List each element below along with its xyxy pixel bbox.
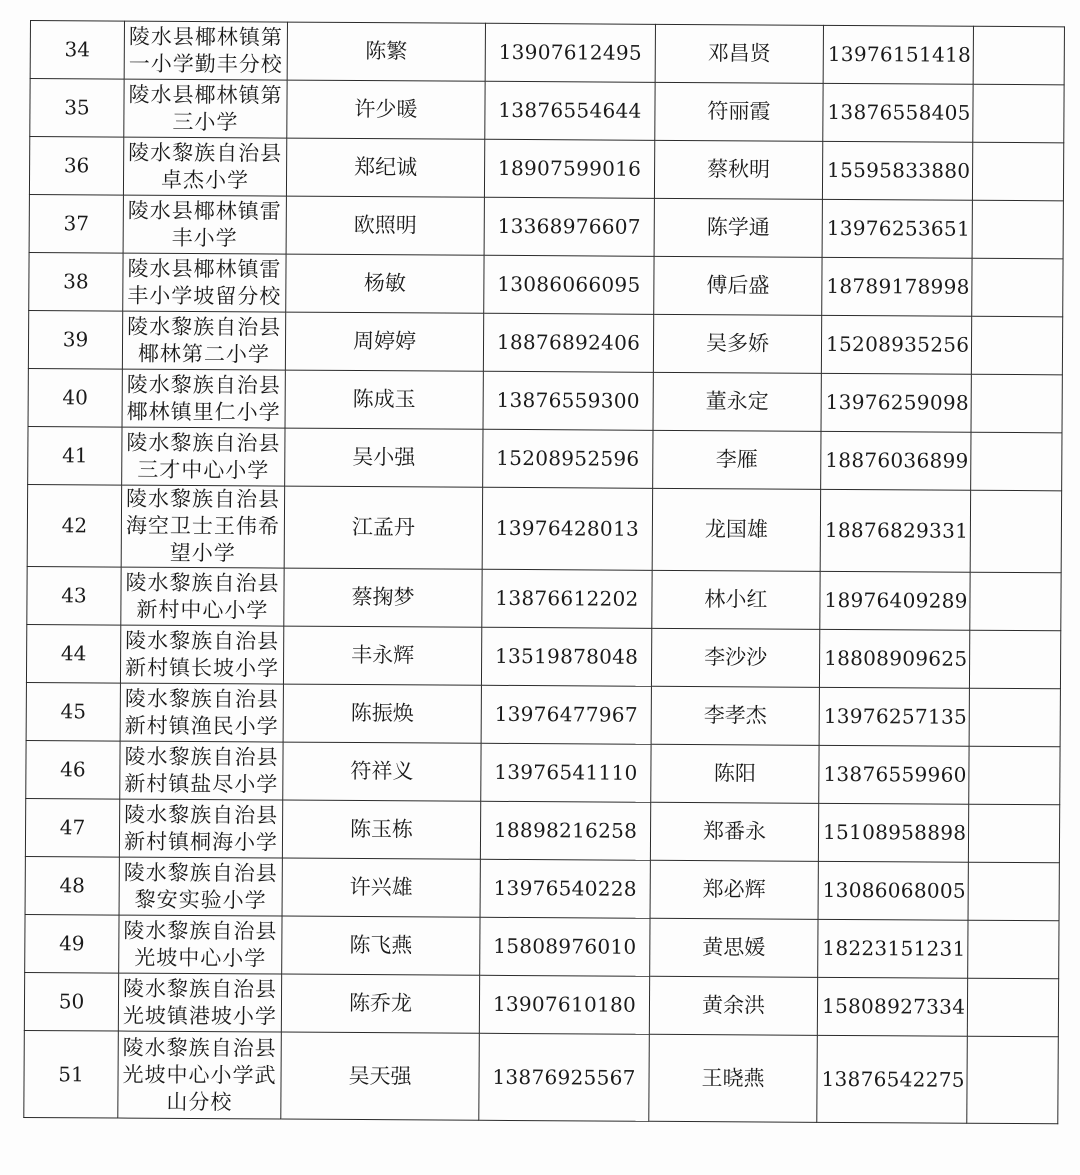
school-name-line: 陵水县椰林镇雷 (127, 198, 282, 224)
remark-cell (973, 26, 1064, 85)
contact-1-phone-cell: 13519878048 (481, 627, 651, 686)
school-name-line: 丰小学坡留分校 (127, 283, 282, 309)
contact-1-phone-cell: 13876559300 (483, 371, 653, 430)
school-name-line: 椰林第二小学 (137, 341, 271, 366)
school-name-line: 光坡中心小学 (134, 945, 267, 970)
table-row (28, 426, 1062, 490)
row-number-cell: 46 (26, 740, 120, 799)
table-row (30, 21, 1064, 85)
school-name-line: 光坡中心小学武 (122, 1062, 277, 1088)
row-number-cell: 43 (27, 566, 121, 625)
remark-cell (969, 630, 1060, 689)
school-name-cell (119, 857, 282, 916)
remark-cell (972, 258, 1063, 317)
contact-2-name-cell: 陈阳 (651, 744, 819, 803)
contact-1-name-cell: 杨敏 (286, 254, 484, 313)
school-name-line: 陵水黎族自治县 (123, 918, 278, 944)
school-name-cell (121, 567, 284, 626)
remark-cell (973, 84, 1064, 143)
school-name-line: 陵水县椰林镇雷 (127, 256, 282, 282)
table-row (26, 682, 1060, 746)
school-name-line: 陵水黎族自治县 (124, 686, 279, 712)
school-name-line: 新村镇渔民小学 (124, 713, 279, 739)
remark-cell (968, 862, 1059, 921)
table-row (28, 368, 1062, 432)
contact-2-name-cell: 陈学通 (654, 198, 822, 257)
school-name-cell (124, 21, 287, 80)
school-name-line: 新村镇桐海小学 (123, 829, 279, 855)
contact-1-phone-cell: 18876892406 (483, 313, 653, 372)
contact-1-phone-cell: 13876612202 (482, 569, 652, 628)
school-name-line: 椰林镇里仁小学 (126, 399, 281, 425)
contact-2-phone-cell: 13976259098 (821, 373, 971, 432)
school-name-line: 陵水黎族自治县 (126, 372, 281, 398)
remark-cell (967, 1036, 1059, 1124)
school-name-line: 陵水县椰林镇第 (128, 82, 283, 108)
contact-1-name-cell: 陈成玉 (285, 370, 483, 429)
school-name-line: 卓杰小学 (160, 167, 250, 192)
contact-1-phone-cell: 13907612495 (485, 23, 655, 82)
contact-1-phone-cell: 15208952596 (483, 429, 653, 488)
remark-cell (969, 746, 1060, 805)
contact-1-name-cell: 丰永辉 (283, 626, 481, 685)
remark-cell (972, 142, 1063, 201)
table-row (25, 798, 1059, 862)
contact-1-name-cell: 吴小强 (285, 428, 483, 487)
row-number-cell: 35 (30, 79, 124, 138)
row-number-cell: 51 (24, 1030, 119, 1118)
table-row (24, 972, 1058, 1036)
row-number-cell: 41 (28, 426, 122, 485)
school-name-line: 陵水黎族自治县 (125, 628, 280, 654)
contact-2-name-cell: 黄余洪 (649, 976, 817, 1035)
contact-1-name-cell: 蔡掬梦 (284, 568, 482, 627)
row-number-cell: 39 (28, 310, 122, 369)
contact-2-name-cell: 李沙沙 (651, 628, 819, 687)
contact-2-phone-cell: 18876829331 (820, 489, 970, 572)
remark-cell (971, 432, 1062, 491)
remark-cell (968, 804, 1059, 863)
row-number-cell: 38 (29, 252, 123, 311)
contact-2-phone-cell: 15108958898 (818, 803, 968, 862)
contact-1-phone-cell: 13976477967 (481, 685, 651, 744)
school-name-cell (118, 1031, 282, 1119)
contact-2-name-cell: 林小红 (652, 570, 820, 629)
contact-2-name-cell: 龙国雄 (652, 488, 820, 571)
remark-cell (969, 688, 1060, 747)
contact-2-phone-cell: 13876558405 (823, 83, 973, 142)
contact-1-name-cell: 江孟丹 (284, 486, 482, 569)
school-name-line: 陵水黎族自治县 (123, 860, 278, 886)
school-name-line: 陵水黎族自治县 (124, 802, 279, 828)
contact-1-phone-cell: 13876554644 (485, 81, 655, 140)
contact-2-name-cell: 王晓燕 (649, 1034, 818, 1122)
contact-1-name-cell: 郑纪诚 (286, 138, 484, 197)
remark-cell (970, 572, 1061, 631)
table-row (26, 624, 1060, 688)
contact-1-phone-cell: 13976541110 (481, 743, 651, 802)
table-row (27, 484, 1061, 572)
contact-1-name-cell: 欧照明 (286, 196, 484, 255)
remark-cell (968, 920, 1059, 979)
school-name-cell (124, 79, 287, 138)
school-name-cell (119, 915, 282, 974)
table-row (29, 252, 1063, 316)
table-row (24, 1030, 1059, 1123)
contact-2-phone-cell: 13876542275 (817, 1035, 968, 1123)
row-number-cell: 45 (26, 682, 120, 741)
table-row (29, 194, 1063, 258)
school-name-cell (122, 427, 285, 486)
contact-1-phone-cell: 18898216258 (480, 801, 650, 860)
school-name-line: 陵水黎族自治县 (122, 1035, 277, 1061)
contact-1-phone-cell: 13907610180 (479, 975, 649, 1034)
contact-2-name-cell: 郑必辉 (650, 860, 818, 919)
row-number-cell: 47 (25, 798, 119, 857)
row-number-cell: 34 (30, 21, 124, 80)
remark-cell (971, 316, 1062, 375)
school-name-line: 黎安实验小学 (134, 887, 267, 912)
row-number-cell: 49 (25, 914, 119, 973)
school-name-line: 三才中心小学 (137, 457, 270, 482)
table-row (30, 79, 1064, 143)
contact-2-phone-cell: 13086068005 (818, 861, 968, 920)
school-name-line: 陵水黎族自治县 (125, 570, 280, 596)
table-row (27, 566, 1061, 630)
contact-1-name-cell: 周婷婷 (285, 312, 483, 371)
table-row (28, 310, 1062, 374)
contact-2-phone-cell: 13976253651 (822, 199, 972, 258)
row-number-cell: 50 (24, 972, 118, 1031)
remark-cell (970, 490, 1061, 573)
school-name-cell (123, 137, 286, 196)
contact-1-name-cell: 吴天强 (281, 1032, 480, 1120)
remark-cell (967, 978, 1058, 1037)
contact-2-name-cell: 李孝杰 (651, 686, 819, 745)
table-body (24, 21, 1065, 1124)
school-name-line: 一小学勤丰分校 (128, 51, 283, 77)
contact-1-phone-cell: 18907599016 (484, 139, 654, 198)
contact-2-phone-cell: 18876036899 (821, 431, 971, 490)
school-contact-table (23, 20, 1065, 1124)
school-name-cell (119, 799, 282, 858)
contact-2-phone-cell: 13976151418 (823, 25, 973, 84)
contact-2-name-cell: 董永定 (653, 372, 821, 431)
school-name-cell (121, 485, 284, 568)
contact-1-phone-cell: 13876925567 (479, 1033, 650, 1121)
contact-2-name-cell: 郑番永 (650, 802, 818, 861)
school-name-line: 陵水黎族自治县 (127, 314, 282, 340)
school-name-line: 山分校 (166, 1089, 233, 1114)
school-name-cell (123, 253, 286, 312)
table-row (26, 740, 1060, 804)
school-name-cell (120, 625, 283, 684)
row-number-cell: 42 (27, 484, 121, 567)
contact-2-phone-cell: 15595833880 (822, 141, 972, 200)
contact-1-name-cell: 许兴雄 (282, 858, 480, 917)
contact-1-name-cell: 陈繁 (287, 22, 485, 81)
contact-2-phone-cell: 18223151231 (818, 919, 968, 978)
contact-1-name-cell: 陈玉栋 (282, 800, 480, 859)
contact-1-name-cell: 陈振焕 (283, 684, 481, 743)
contact-2-name-cell: 李雁 (653, 430, 821, 489)
contact-2-name-cell: 符丽霞 (655, 82, 823, 141)
contact-2-name-cell: 傅后盛 (654, 256, 822, 315)
contact-2-phone-cell: 18808909625 (819, 629, 969, 688)
contact-1-name-cell: 符祥义 (283, 742, 481, 801)
school-name-line: 海空卫士王伟希 (125, 513, 280, 539)
contact-1-phone-cell: 13976428013 (482, 487, 652, 570)
school-name-line: 新村镇长坡小学 (124, 655, 280, 681)
contact-2-phone-cell: 15808927334 (817, 977, 967, 1036)
contact-2-phone-cell: 18789178998 (822, 257, 972, 316)
contact-1-phone-cell: 13976540228 (480, 859, 650, 918)
contact-1-phone-cell: 13368976607 (484, 197, 654, 256)
contact-2-phone-cell: 18976409289 (820, 571, 970, 630)
school-name-line: 陵水黎族自治县 (124, 744, 279, 770)
contact-2-phone-cell: 13976257135 (819, 687, 969, 746)
contact-2-name-cell: 吴多娇 (653, 314, 821, 373)
contact-2-name-cell: 黄思媛 (650, 918, 818, 977)
contact-1-name-cell: 陈飞燕 (282, 916, 480, 975)
school-name-line: 陵水黎族自治县 (126, 430, 281, 456)
school-name-line: 望小学 (169, 540, 236, 566)
school-name-line: 新村中心小学 (136, 597, 269, 622)
contact-1-phone-cell: 13086066095 (484, 255, 654, 314)
school-name-cell (120, 683, 283, 742)
contact-1-name-cell: 陈乔龙 (281, 974, 479, 1033)
remark-cell (972, 200, 1063, 259)
school-name-cell (123, 195, 286, 254)
school-name-line: 光坡镇港坡小学 (122, 1003, 277, 1029)
table-row (29, 137, 1063, 201)
table-row (25, 914, 1059, 978)
row-number-cell: 36 (29, 137, 123, 196)
row-number-cell: 48 (25, 856, 119, 915)
table-row (25, 856, 1059, 920)
contact-1-phone-cell: 15808976010 (480, 917, 650, 976)
row-number-cell: 37 (29, 194, 123, 253)
school-name-line: 陵水黎族自治县 (123, 976, 278, 1002)
school-name-cell (122, 311, 285, 370)
row-number-cell: 40 (28, 368, 122, 427)
contact-1-name-cell: 许少暖 (287, 80, 485, 139)
school-name-line: 陵水黎族自治县 (126, 486, 281, 512)
school-name-line: 丰小学 (171, 225, 238, 250)
school-name-cell (122, 369, 285, 428)
contact-2-name-cell: 蔡秋明 (654, 140, 822, 199)
contact-2-phone-cell: 13876559960 (819, 745, 969, 804)
contact-2-phone-cell: 15208935256 (821, 315, 971, 374)
school-name-line: 陵水县椰林镇第 (128, 24, 283, 50)
school-name-line: 陵水黎族自治县 (128, 140, 283, 166)
row-number-cell: 44 (26, 624, 120, 683)
school-name-cell (118, 973, 281, 1032)
school-name-line: 三小学 (172, 109, 239, 134)
contact-2-name-cell: 邓昌贤 (655, 24, 823, 83)
school-name-line: 新村镇盐尽小学 (124, 771, 279, 797)
remark-cell (971, 374, 1062, 433)
school-name-cell (120, 741, 283, 800)
